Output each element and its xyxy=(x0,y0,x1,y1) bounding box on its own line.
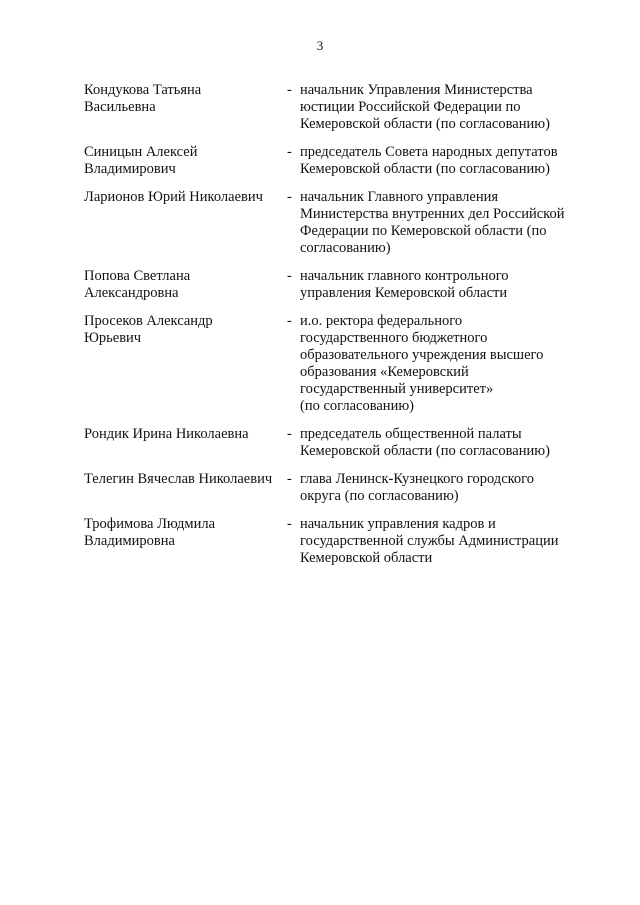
member-entry xyxy=(84,144,584,178)
member-dash: - xyxy=(287,82,292,98)
member-entry xyxy=(84,268,584,302)
member-name: Кондукова Татьяна Васильевна xyxy=(84,82,202,115)
member-role: начальник Управления Министерства юстиции Российской Федерации по Кемеровской области (по согласованию) xyxy=(300,82,550,132)
member-entry xyxy=(84,82,584,133)
member-entry xyxy=(84,426,584,460)
member-name: Попова Светлана Александровна xyxy=(84,268,191,301)
member-entry xyxy=(84,471,584,505)
member-role: и.о. ректора федерального государственного бюджетного образовательного учреждения высшего образования «Кемеровский государственный университет» (по согласованию) xyxy=(300,313,544,414)
member-entry xyxy=(84,189,584,257)
member-dash: - xyxy=(287,189,292,205)
member-dash: - xyxy=(287,313,292,329)
member-dash: - xyxy=(287,268,292,284)
member-dash: - xyxy=(287,426,292,442)
member-role: глава Ленинск-Кузнецкого городского округа (по согласованию) xyxy=(300,471,535,504)
member-dash: - xyxy=(287,471,292,487)
member-roster xyxy=(84,82,584,578)
member-role: начальник главного контрольного управления Кемеровской области xyxy=(300,268,509,301)
member-dash: - xyxy=(287,144,292,160)
member-role: начальник Главного управления Министерства внутренних дел Российской Федерации по Кемеровской области (по согласованию) xyxy=(300,189,565,256)
member-name: Ларионов Юрий Николаевич xyxy=(84,189,263,205)
member-name: Трофимова Людмила Владимировна xyxy=(84,516,216,549)
member-name: Синицын Алексей Владимирович xyxy=(84,144,198,177)
page-number: 3 xyxy=(316,38,324,53)
member-name: Телегин Вячеслав Николаевич xyxy=(84,471,273,487)
member-role: начальник управления кадров и государственной службы Администрации Кемеровской области xyxy=(300,516,559,566)
member-role: председатель общественной палаты Кемеровской области (по согласованию) xyxy=(300,426,550,459)
member-name: Просеков Александр Юрьевич xyxy=(84,313,213,346)
member-name: Рондик Ирина Николаевна xyxy=(84,426,249,442)
member-entry xyxy=(84,313,584,415)
member-role: председатель Совета народных депутатов Кемеровской области (по согласованию) xyxy=(300,144,558,177)
member-dash: - xyxy=(287,516,292,532)
member-entry xyxy=(84,516,584,567)
